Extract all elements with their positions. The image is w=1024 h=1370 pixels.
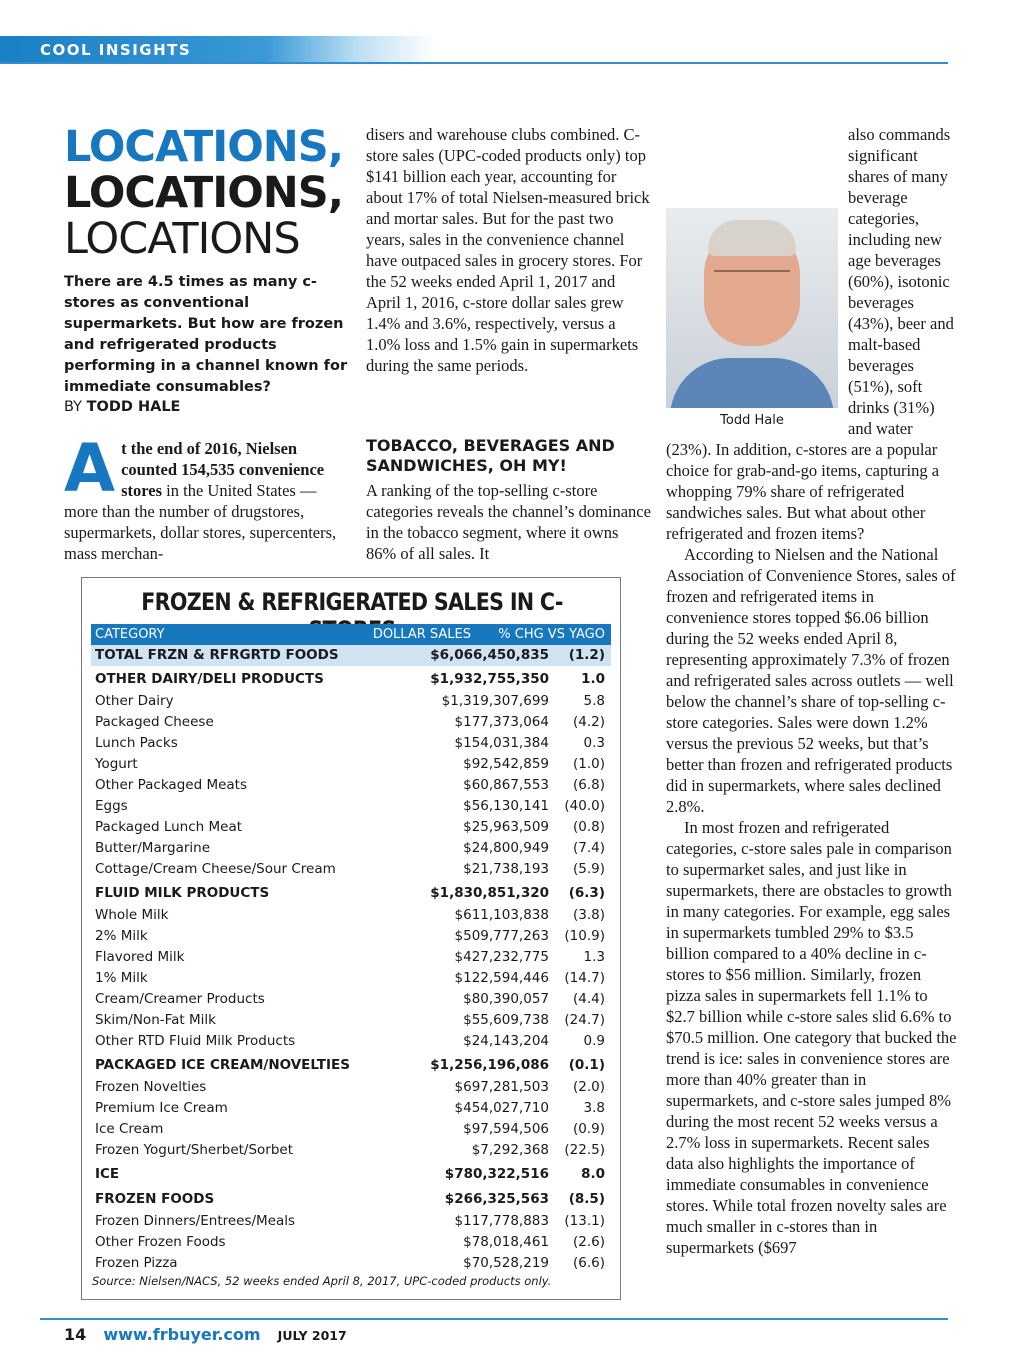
- cell-category: 2% Milk: [95, 928, 148, 944]
- paragraph: A ranking of the top-selling c-store categories reveals the channel’s dominance in the tobacco segment, where it owns 86% of all sales. It: [366, 481, 651, 563]
- cell-pct-change: (14.7): [564, 970, 605, 986]
- table-header: [91, 624, 611, 645]
- cell-dollar-sales: $266,325,563: [444, 1191, 549, 1207]
- cell-category: PACKAGED ICE CREAM/NOVELTIES: [95, 1057, 350, 1073]
- table-row: [91, 796, 611, 817]
- table-row: [91, 691, 611, 712]
- cell-pct-change: 1.0: [581, 671, 605, 687]
- cell-pct-change: (2.6): [572, 1234, 605, 1250]
- cell-category: Cottage/Cream Cheese/Sour Cream: [95, 861, 336, 877]
- cell-dollar-sales: $97,594,506: [463, 1121, 549, 1137]
- cell-dollar-sales: $154,031,384: [454, 735, 549, 751]
- cell-category: Packaged Lunch Meat: [95, 819, 243, 835]
- cell-dollar-sales: $697,281,503: [454, 1079, 549, 1095]
- article-column-2b: [366, 480, 651, 564]
- byline-author: TODD HALE: [86, 399, 181, 415]
- cell-dollar-sales: $1,932,755,350: [430, 671, 549, 687]
- cell-dollar-sales: $78,018,461: [463, 1234, 549, 1250]
- table-row: [91, 1211, 611, 1232]
- cell-dollar-sales: $25,963,509: [463, 819, 549, 835]
- cell-category: Frozen Novelties: [95, 1079, 207, 1095]
- cell-category: 1% Milk: [95, 970, 148, 986]
- footer: [64, 1325, 347, 1344]
- subhead: TOBACCO, BEVERAGES AND SANDWICHES, OH MY!: [366, 436, 615, 475]
- table-row: [91, 817, 611, 838]
- byline: [64, 399, 180, 415]
- cell-dollar-sales: $454,027,710: [454, 1100, 549, 1116]
- table-row: [91, 905, 611, 926]
- cell-pct-change: (8.5): [568, 1191, 605, 1207]
- cell-dollar-sales: $117,778,883: [454, 1213, 549, 1229]
- photo-caption: Todd Hale: [720, 413, 784, 428]
- paragraph-intro: also commands significant shares of many beverage categories, including new age beverages (60%), isotonic beverages (43%), beer and malt-based beverages (51%), soft drinks (31%) and water (23%). In addition, c-stores are a popular choice for grab-and-go items, capturing a whopping 79% share of refrigerated sandwiches sales. But what about other refrigerated and frozen items?: [666, 125, 954, 543]
- table-row: [91, 838, 611, 859]
- cell-dollar-sales: $122,594,446: [454, 970, 549, 986]
- cell-category: Other Frozen Foods: [95, 1234, 226, 1250]
- cell-category: Eggs: [95, 798, 128, 814]
- paragraph: In most frozen and refrigerated categories, c-store sales pale in comparison to supermarket sales, and just like in supermarkets, there are obstacles to growth in many categories. For example, egg sales in supermarkets tumbled 29% to $3.5 billion compared to a 40% decline in c-stores to $56 million. Similarly, frozen pizza sales in supermarkets fell 1.1% to $2.7 billion while c-store sales slid 6.6% to $70.5 million. One category that bucked the trend is ice: sales in convenience stores are more than 40% greater than in supermarkets, and c-store sales jumped 8% during the most recent 52 weeks versus a 2.7% loss in supermarkets. Recent sales data also highlights the importance of immediate consumables in convenience stores. While total frozen novelty sales are much smaller in c-stores than in supermarkets ($697: [666, 818, 957, 1257]
- cell-category: FROZEN FOODS: [95, 1191, 215, 1207]
- cell-pct-change: (0.9): [572, 1121, 605, 1137]
- cell-pct-change: (5.9): [572, 861, 605, 877]
- sales-table: [81, 577, 621, 1300]
- article-column-3: [666, 124, 958, 1258]
- site-url[interactable]: www.frbuyer.com: [103, 1325, 261, 1344]
- cell-dollar-sales: $509,777,263: [454, 928, 549, 944]
- cell-dollar-sales: $780,322,516: [444, 1166, 549, 1182]
- cell-pct-change: (1.2): [568, 647, 605, 663]
- table-row: [91, 1010, 611, 1031]
- cell-dollar-sales: $24,800,949: [463, 840, 549, 856]
- author-photo: [666, 208, 838, 430]
- cell-pct-change: 5.8: [583, 693, 605, 709]
- cell-category: Ice Cream: [95, 1121, 164, 1137]
- cell-category: OTHER DAIRY/DELI PRODUCTS: [95, 671, 324, 687]
- section-rule: [0, 62, 948, 64]
- paragraph: According to Nielsen and the National Association of Convenience Stores, sales of frozen and refrigerated items in convenience stores topped $6.06 billion during the 52 weeks ended April 8, representing approximately 7.3% of frozen and refrigerated sales across outlets — well below the channel’s share of top-selling c-store categories. Sales were down 1.2% versus the previous 52 weeks, but that’s better than frozen and refrigerated products did in supermarkets, where sales declined 2.8%.: [666, 545, 956, 816]
- cell-category: Other RTD Fluid Milk Products: [95, 1033, 296, 1049]
- table-row: [91, 733, 611, 754]
- table-row: [91, 754, 611, 775]
- table-row: [91, 1031, 611, 1052]
- cell-dollar-sales: $55,609,738: [463, 1012, 549, 1028]
- page-number: 14: [64, 1325, 87, 1344]
- table-title: FROZEN & REFRIGERATED SALES IN C-: [141, 588, 563, 616]
- cell-category: Yogurt: [95, 756, 138, 772]
- issue-date: JULY 2017: [277, 1328, 347, 1343]
- cell-category: Cream/Creamer Products: [95, 991, 265, 1007]
- headline-line-3: LOCATIONS: [64, 214, 300, 264]
- table-row: [91, 859, 611, 880]
- table-row: [91, 1098, 611, 1119]
- cell-dollar-sales: $60,867,553: [463, 777, 549, 793]
- cell-pct-change: (2.0): [572, 1079, 605, 1095]
- cell-pct-change: (4.4): [572, 991, 605, 1007]
- drop-cap: A: [64, 430, 116, 507]
- cell-pct-change: (6.3): [568, 885, 605, 901]
- cell-category: Lunch Packs: [95, 735, 178, 751]
- cell-dollar-sales: $70,528,219: [463, 1255, 549, 1271]
- cell-pct-change: (13.1): [564, 1213, 605, 1229]
- cell-dollar-sales: $427,232,775: [454, 949, 549, 965]
- cell-category: Flavored Milk: [95, 949, 185, 965]
- table-row: [91, 947, 611, 968]
- cell-dollar-sales: $7,292,368: [471, 1142, 549, 1158]
- cell-dollar-sales: $177,373,064: [454, 714, 549, 730]
- lead-bold: t the end of 2016, Nielsen counted 154,535 convenience stores: [121, 439, 325, 500]
- table-total-row: [91, 645, 611, 666]
- cell-dollar-sales: $6,066,450,835: [430, 647, 549, 663]
- cell-dollar-sales: $1,830,851,320: [430, 885, 549, 901]
- cell-category: ICE: [95, 1166, 120, 1182]
- cell-pct-change: 3.8: [583, 1100, 605, 1116]
- header-pct-change: % CHG VS YAGO: [498, 627, 605, 642]
- cell-pct-change: 0.9: [583, 1033, 605, 1049]
- cell-dollar-sales: $21,738,193: [463, 861, 549, 877]
- section-label: COOL INSIGHTS: [40, 41, 192, 59]
- table-row: [91, 712, 611, 733]
- cell-category: Whole Milk: [95, 907, 169, 923]
- table-source: Source: Nielsen/NACS, 52 weeks ended April 8, 2017, UPC-coded products only.: [92, 1274, 552, 1288]
- table-row: [91, 1253, 611, 1274]
- cell-category: Butter/Margarine: [95, 840, 211, 856]
- table-group-row: [91, 1164, 611, 1186]
- cell-category: FLUID MILK PRODUCTS: [95, 885, 270, 901]
- cell-dollar-sales: $56,130,141: [463, 798, 549, 814]
- paragraph: [666, 124, 958, 544]
- footer-rule: [40, 1318, 948, 1320]
- cell-pct-change: (6.6): [572, 1255, 605, 1271]
- cell-pct-change: (7.4): [572, 840, 605, 856]
- cell-pct-change: (3.8): [572, 907, 605, 923]
- author-photo-image: [666, 208, 838, 408]
- cell-category: Other Dairy: [95, 693, 174, 709]
- table-row: [91, 1077, 611, 1098]
- table-row: [91, 1232, 611, 1253]
- cell-category: Packaged Cheese: [95, 714, 214, 730]
- article-column-1: [64, 430, 349, 564]
- table-row: [91, 775, 611, 796]
- table-row: [91, 968, 611, 989]
- cell-category: Skim/Non-Fat Milk: [95, 1012, 216, 1028]
- cell-pct-change: (24.7): [564, 1012, 605, 1028]
- table-group-row: [91, 669, 611, 691]
- table-body: [91, 645, 611, 1274]
- table-group-row: [91, 883, 611, 905]
- table-group-row: [91, 1189, 611, 1211]
- cell-category: Frozen Yogurt/Sherbet/Sorbet: [95, 1142, 294, 1158]
- cell-pct-change: (0.1): [568, 1057, 605, 1073]
- header-category: CATEGORY: [95, 627, 165, 642]
- header-dollar-sales: DOLLAR SALES: [372, 627, 471, 642]
- headline: [64, 124, 354, 262]
- cell-category: Other Packaged Meats: [95, 777, 247, 793]
- byline-prefix: BY: [64, 399, 83, 415]
- article-column-2: [366, 124, 651, 376]
- dek: There are 4.5 times as many c-stores as conventional supermarkets. But how are frozen and refrigerated products performing in a channel known for immediate consumables?: [64, 274, 348, 395]
- headline-line-1: LOCATIONS,: [64, 122, 344, 172]
- table-row: [91, 1140, 611, 1161]
- table-row: [91, 926, 611, 947]
- paragraph: disers and warehouse clubs combined. C-store sales (UPC-coded products only) top $141 billion each year, accounting for about 17% of total Nielsen-measured brick and mortar sales. But for the past two years, sales in the convenience channel have outpaced sales in grocery stores. For the 52 weeks ended April 1, 2017 and April 1, 2016, c-store dollar sales grew 1.4% and 3.6%, respectively, versus a 1.0% loss and 1.5% gain in supermarkets during the same periods.: [366, 125, 650, 375]
- cell-dollar-sales: $1,319,307,699: [441, 693, 549, 709]
- cell-pct-change: 8.0: [581, 1166, 605, 1182]
- cell-dollar-sales: $611,103,838: [454, 907, 549, 923]
- cell-pct-change: 1.3: [583, 949, 605, 965]
- cell-category: Premium Ice Cream: [95, 1100, 228, 1116]
- cell-category: Frozen Dinners/Entrees/Meals: [95, 1213, 296, 1229]
- cell-pct-change: (40.0): [564, 798, 605, 814]
- cell-dollar-sales: $1,256,196,086: [430, 1057, 549, 1073]
- table-row: [91, 989, 611, 1010]
- cell-pct-change: (6.8): [572, 777, 605, 793]
- table-group-row: [91, 1055, 611, 1077]
- cell-pct-change: (10.9): [564, 928, 605, 944]
- cell-dollar-sales: $92,542,859: [463, 756, 549, 772]
- cell-pct-change: (0.8): [572, 819, 605, 835]
- cell-pct-change: (4.2): [572, 714, 605, 730]
- lead-text: in the United States — more than the number of drugstores, supermarkets, dollar stores, supercenters, mass merchan-: [64, 481, 337, 563]
- table-row: [91, 1119, 611, 1140]
- cell-dollar-sales: $24,143,204: [463, 1033, 549, 1049]
- cell-pct-change: (22.5): [564, 1142, 605, 1158]
- cell-category: Frozen Pizza: [95, 1255, 178, 1271]
- cell-pct-change: 0.3: [583, 735, 605, 751]
- cell-pct-change: (1.0): [572, 756, 605, 772]
- headline-line-2: LOCATIONS,: [64, 168, 344, 218]
- cell-dollar-sales: $80,390,057: [463, 991, 549, 1007]
- cell-category: TOTAL FRZN & RFRGRTD FOODS: [95, 647, 339, 663]
